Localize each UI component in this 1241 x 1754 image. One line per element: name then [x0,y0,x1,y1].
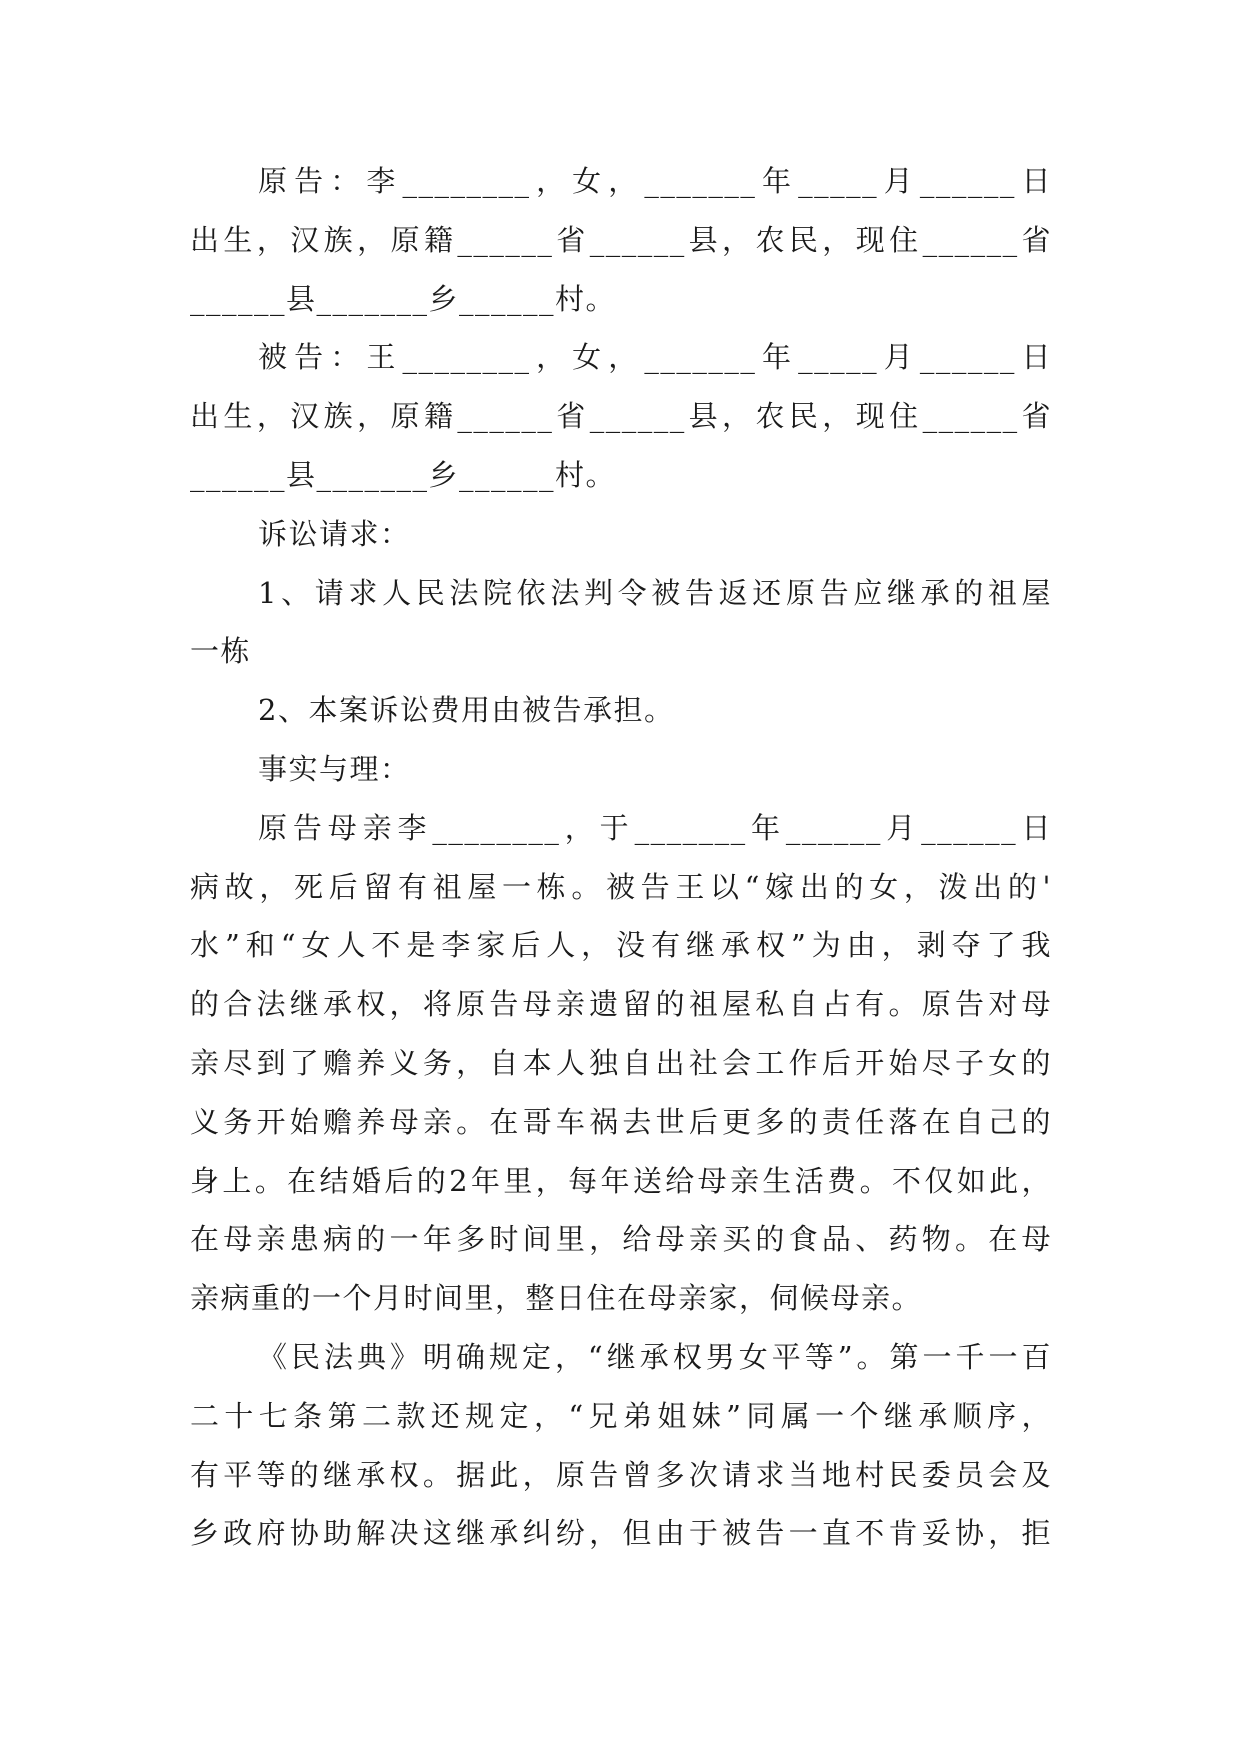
defendant-paragraph [190,328,1052,504]
text-line: 被告：王________，女，_______年_____月______日 [258,340,1052,375]
text-line: 在母亲患病的一年多时间里，给母亲买的食品、药物。在母 [190,1222,1052,1257]
text-line: 1、请求人民法院依法判令被告返还原告应继承的祖屋 [258,575,1052,610]
text-line: 出生，汉族，原籍______省______县，农民，现住______省 [190,222,1052,257]
text-line: 病故，死后留有祖屋一栋。被告王以“嫁出的女，泼出的' [190,869,1052,904]
text-line: 事实与理： [258,751,411,786]
text-line: ______县_______乡______村。 [190,281,617,316]
text-line: 有平等的继承权。据此，原告曾多次请求当地村民委员会及 [190,1457,1052,1492]
text-line: 亲病重的一个月时间里，整日住在母亲家，伺候母亲。 [190,1281,923,1316]
text-line: 一栋 [190,634,252,669]
text-line: 《民法典》明确规定，“继承权男女平等”。第一千一百 [258,1339,1052,1374]
text-line: 2、本案诉讼费用由被告承担。 [258,693,675,728]
text-line: 诉讼请求： [258,516,411,551]
text-line: 的合法继承权，将原告母亲遗留的祖屋私自占有。原告对母 [190,987,1052,1022]
text-line: 原告：李________，女，_______年_____月______日 [258,164,1052,198]
claims-heading [190,505,1052,564]
facts-paragraph [190,799,1052,1328]
claim-2-paragraph [190,681,1052,740]
plaintiff-paragraph [190,152,1052,328]
text-line: 亲尽到了赡养义务，自本人独自出社会工作后开始尽子女的 [190,1045,1052,1080]
text-line: 身上。在结婚后的2年里，每年送给母亲生活费。不仅如此， [190,1163,1052,1198]
text-line: 二十七条第二款还规定，“兄弟姐妹”同属一个继承顺序， [190,1398,1052,1433]
text-line: ______县_______乡______村。 [190,457,617,492]
document-page [190,152,1052,1563]
text-line: 原告母亲李________，于_______年______月______日 [258,810,1052,845]
claim-1-paragraph [190,564,1052,682]
facts-heading [190,740,1052,799]
text-line: 义务开始赡养母亲。在哥车祸去世后更多的责任落在自己的 [190,1104,1052,1139]
text-line: 出生，汉族，原籍______省______县，农民，现住______省 [190,399,1052,434]
law-paragraph [190,1328,1052,1563]
text-line: 乡政府协助解决这继承纠纷，但由于被告一直不肯妥协，拒 [190,1516,1052,1551]
text-line: 水”和“女人不是李家后人，没有继承权”为由，剥夺了我 [190,928,1052,963]
